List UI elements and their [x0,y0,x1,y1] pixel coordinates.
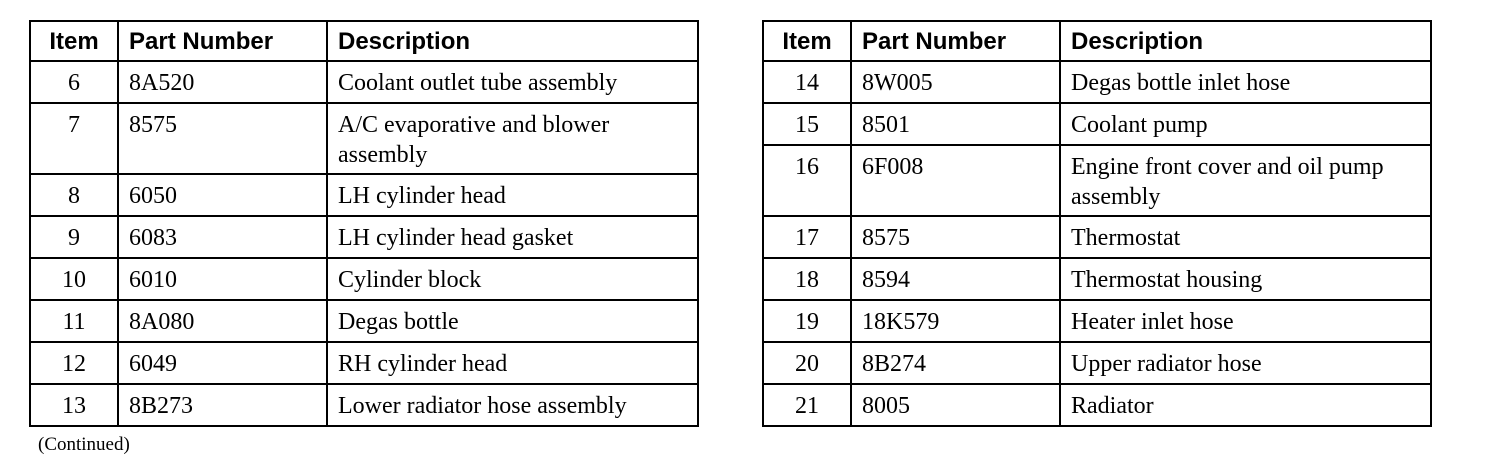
table-row [30,61,698,103]
column-header-item: Item [763,21,851,61]
cell-description: Heater inlet hose [1060,300,1431,342]
column-header-description: Description [1060,21,1431,61]
cell-part-number: 8B273 [118,384,327,426]
cell-part-number: 8575 [118,103,327,174]
cell-item: 6 [30,61,118,103]
cell-description: Degas bottle [327,300,698,342]
cell-item: 14 [763,61,851,103]
cell-description: A/C evaporative and blower assembly [327,103,698,174]
continued-note: (Continued) [38,434,130,455]
table-row [763,300,1431,342]
table-row [30,258,698,300]
table-row [30,342,698,384]
cell-item: 18 [763,258,851,300]
cell-description: Radiator [1060,384,1431,426]
cell-item: 8 [30,174,118,216]
table-row [30,384,698,426]
table-row [763,145,1431,216]
cell-item: 17 [763,216,851,258]
table-row [763,61,1431,103]
table-row [763,258,1431,300]
cell-description: LH cylinder head [327,174,698,216]
cell-description: Cylinder block [327,258,698,300]
table-row [30,174,698,216]
cell-part-number: 8W005 [851,61,1060,103]
cell-description: Thermostat housing [1060,258,1431,300]
table-row [763,103,1431,145]
parts-table-right [762,20,1432,427]
cell-description: Lower radiator hose assembly [327,384,698,426]
cell-part-number: 6083 [118,216,327,258]
cell-description: RH cylinder head [327,342,698,384]
cell-item: 7 [30,103,118,174]
cell-part-number: 8B274 [851,342,1060,384]
cell-part-number: 8005 [851,384,1060,426]
cell-part-number: 8A520 [118,61,327,103]
cell-part-number: 8575 [851,216,1060,258]
table-row [763,216,1431,258]
cell-part-number: 8594 [851,258,1060,300]
table-header-row [30,21,698,61]
column-header-part-number: Part Number [851,21,1060,61]
table-row [763,342,1431,384]
cell-description: LH cylinder head gasket [327,216,698,258]
cell-description: Coolant pump [1060,103,1431,145]
table-header-row [763,21,1431,61]
parts-table-left [29,20,699,427]
cell-item: 11 [30,300,118,342]
table-row [30,300,698,342]
table-row [30,103,698,174]
cell-part-number: 8501 [851,103,1060,145]
cell-part-number: 6050 [118,174,327,216]
cell-item: 16 [763,145,851,216]
cell-description: Coolant outlet tube assembly [327,61,698,103]
table-row [763,384,1431,426]
cell-description: Engine front cover and oil pump assembly [1060,145,1431,216]
cell-item: 21 [763,384,851,426]
cell-item: 12 [30,342,118,384]
cell-part-number: 6F008 [851,145,1060,216]
cell-part-number: 6049 [118,342,327,384]
cell-description: Upper radiator hose [1060,342,1431,384]
cell-item: 10 [30,258,118,300]
cell-item: 19 [763,300,851,342]
column-header-part-number: Part Number [118,21,327,61]
cell-description: Thermostat [1060,216,1431,258]
column-header-item: Item [30,21,118,61]
cell-item: 9 [30,216,118,258]
column-header-description: Description [327,21,698,61]
cell-item: 15 [763,103,851,145]
cell-item: 13 [30,384,118,426]
cell-item: 20 [763,342,851,384]
cell-part-number: 18K579 [851,300,1060,342]
cell-part-number: 6010 [118,258,327,300]
table-row [30,216,698,258]
cell-part-number: 8A080 [118,300,327,342]
cell-description: Degas bottle inlet hose [1060,61,1431,103]
